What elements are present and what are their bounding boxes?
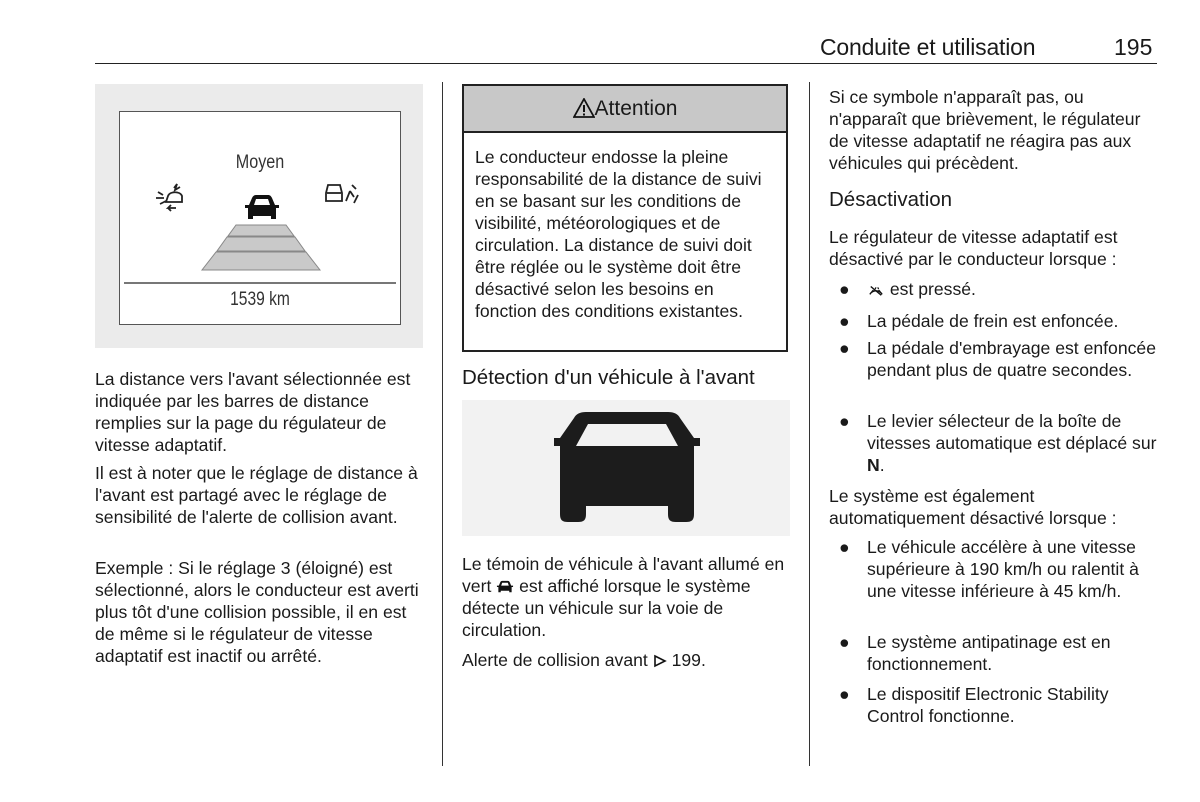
vehicle-ahead-figure	[462, 400, 790, 536]
bullet-text: est pressé.	[885, 279, 976, 299]
bullet-text: La pédale d'embrayage est enfoncée pendant plus de quatre secondes.	[867, 338, 1156, 380]
right-paragraph-1: Le régulateur de vitesse adaptatif est désactivé par le conducteur lorsque :	[829, 227, 1118, 269]
vehicle-ahead-icon	[245, 195, 279, 219]
cruise-cancel-icon	[867, 283, 885, 297]
attention-title: Attention	[594, 97, 678, 120]
page-number: 195	[1114, 34, 1153, 60]
distance-mode-label: Moyen	[235, 152, 285, 173]
warning-triangle-icon	[573, 98, 595, 118]
adaptive-cruise-icon	[326, 185, 358, 203]
collision-alert-page-ref[interactable]: 199.	[671, 650, 706, 670]
middle-paragraph-1-start: Le témoin de véhicule à l'avant allumé en vert	[462, 554, 785, 596]
section-heading-deactivation: Désactivation	[829, 188, 953, 211]
collision-alert-reference-text: Alerte de collision avant	[462, 650, 653, 670]
gear-position-n: N	[867, 455, 880, 475]
bullet-dot: ●	[839, 279, 850, 299]
header-rule	[95, 63, 1157, 64]
list-item	[839, 310, 1159, 332]
section-heading-vehicle-detection: Détection d'un véhicule à l'avant	[462, 366, 755, 389]
bullet-text: Le dispositif Electronic Stability Control fonctionne.	[867, 684, 1109, 726]
middle-paragraph-1-end: est affiché lorsque le système détecte un véhicule sur la voie de circulation.	[462, 576, 751, 640]
left-paragraph-3: Exemple : Si le réglage 3 (éloigné) est sélectionné, alors le conducteur est averti plus tôt d'une collision possible, il en est de même si le régulateur de vitesse adaptatif est inactif ou arrêté.	[95, 558, 419, 666]
bullet-text: Le levier sélecteur de la boîte de vitesses automatique est déplacé sur	[867, 411, 1157, 453]
small-car-icon	[496, 580, 514, 594]
column-separator-left	[442, 82, 443, 766]
bullet-dot: ●	[839, 311, 850, 331]
display-divider	[124, 282, 396, 284]
middle-paragraph-1	[462, 553, 794, 641]
bullet-text: La pédale de frein est enfoncée.	[867, 311, 1119, 331]
running-header-title: Conduite et utilisation	[820, 34, 1036, 60]
instrument-display	[119, 111, 401, 325]
bullet-dot: ●	[839, 338, 850, 358]
bullet-dot: ●	[839, 537, 850, 557]
right-intro-paragraph: Si ce symbole n'apparaît pas, ou n'apparaît que brièvement, le régulateur de vitesse adaptatif ne réagira pas aux véhicules qui précèdent.	[829, 87, 1141, 173]
column-separator-right	[809, 82, 810, 766]
bullet-text: Le système antipatinage est en fonctionnement.	[867, 632, 1111, 674]
bullet-text: Le véhicule accélère à une vitesse supérieure à 190 km/h ou ralentit à une vitesse inférieure à 45 km/h.	[867, 537, 1139, 601]
display-graphics	[120, 112, 400, 282]
list-item	[839, 278, 1159, 300]
cruise-control-display-figure	[95, 84, 423, 348]
collision-alert-icon	[156, 184, 182, 211]
distance-bar-near	[202, 252, 320, 270]
bullet-dot: ●	[839, 684, 850, 704]
bullet-dot: ●	[839, 411, 850, 431]
middle-paragraph-2	[462, 649, 794, 671]
distance-bar-mid	[217, 237, 305, 251]
list-item: ● Le levier sélecteur de la boîte de vitesses automatique est déplacé sur N.	[839, 411, 1157, 475]
list-item	[839, 536, 1159, 602]
distance-bar-far	[228, 225, 294, 236]
attention-header	[464, 86, 786, 133]
list-item	[839, 683, 1159, 727]
left-paragraph-1: La distance vers l'avant sélectionnée est indiquée par les barres de distance remplies sur la page du régulateur de vitesse adaptatif.	[95, 369, 411, 455]
list-item	[839, 337, 1159, 381]
list-item	[839, 631, 1159, 675]
odometer-readout: 1539 km	[230, 289, 290, 310]
bullet-dot: ●	[839, 632, 850, 652]
right-paragraph-2: Le système est également automatiquement désactivé lorsque :	[829, 486, 1117, 528]
page-reference-arrow-icon	[653, 654, 667, 668]
left-paragraph-2: Il est à noter que le réglage de distance à l'avant est partagé avec le réglage de sensibilité de l'alerte de collision avant.	[95, 463, 418, 527]
large-car-icon	[462, 400, 790, 536]
attention-box	[462, 84, 788, 352]
attention-text: Le conducteur endosse la pleine responsabilité de la distance de suivi en se basant sur les conditions de visibilité, météorologiques et de circulation. La distance de suivi doit être réglée ou le système doit être désactivé selon les besoins en fonction des conditions existantes.	[475, 147, 762, 321]
